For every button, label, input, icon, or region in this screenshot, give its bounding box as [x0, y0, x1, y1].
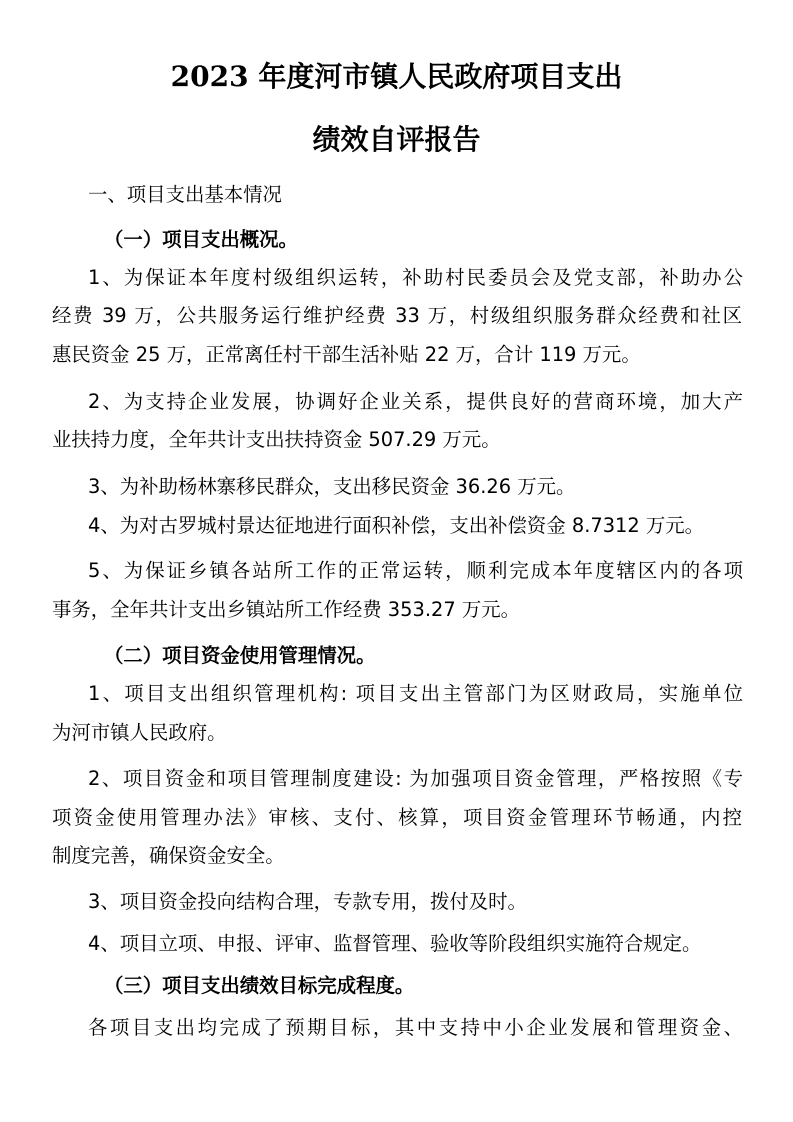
paragraph-line: 为河市镇人民政府。 — [52, 721, 227, 744]
paragraph-line: 事务，全年共计支出乡镇站所工作经费 353.27 万元。 — [52, 598, 520, 621]
paragraph-line: 各项目支出均完成了预期目标，其中支持中小企业发展和管理资金、 — [88, 1016, 743, 1039]
subheading-fund-management: （二）项目资金使用管理情况。 — [104, 644, 376, 667]
paragraph-line: 项资金使用管理办法》审核、支付、核算，项目资金管理环节畅通，内控 — [52, 806, 742, 829]
paragraph-line: 1、项目支出组织管理机构: 项目支出主管部门为区财政局，实施单位 — [88, 682, 743, 705]
paragraph-line: 4、为对古罗城村景达征地进行面积补偿，支出补偿资金 8.7312 万元。 — [88, 514, 705, 537]
paragraph-line: 惠民资金 25 万，正常离任村干部生活补贴 22 万，合计 119 万元。 — [52, 343, 641, 366]
paragraph-line: 2、为支持企业发展，协调好企业关系，提供良好的营商环境，加大产 — [88, 390, 743, 413]
paragraph-line: 4、项目立项、申报、评审、监督管理、验收等阶段组织实施符合规定。 — [88, 932, 702, 955]
paragraph-line: 3、为补助杨林寨移民群众，支出移民资金 36.26 万元。 — [88, 475, 576, 498]
report-title-line-2: 绩效自评报告 — [312, 123, 481, 156]
paragraph-line: 2、项目资金和项目管理制度建设: 为加强项目资金管理，严格按照《专 — [88, 767, 743, 790]
report-title-line-1: 2023 年度河市镇人民政府项目支出 — [170, 60, 623, 93]
subheading-performance-goals: （三）项目支出绩效目标完成程度。 — [104, 974, 415, 997]
section-heading-basic-info: 一、项目支出基本情况 — [88, 183, 282, 206]
paragraph-line: 3、项目资金投向结构合理，专款专用，拨付及时。 — [88, 890, 527, 913]
subheading-overview: （一）项目支出概况。 — [104, 228, 298, 251]
paragraph-line: 经费 39 万，公共服务运行维护经费 33 万，村级组织服务群众经费和社区 — [52, 304, 742, 327]
paragraph-line: 5、为保证乡镇各站所工作的正常运转，顺利完成本年度辖区内的各项 — [88, 559, 743, 582]
paragraph-line: 制度完善，确保资金安全。 — [52, 844, 285, 867]
paragraph-line: 业扶持力度，全年共计支出扶持资金 507.29 万元。 — [52, 428, 501, 451]
paragraph-line: 1、为保证本年度村级组织运转，补助村民委员会及党支部，补助办公 — [88, 266, 743, 289]
